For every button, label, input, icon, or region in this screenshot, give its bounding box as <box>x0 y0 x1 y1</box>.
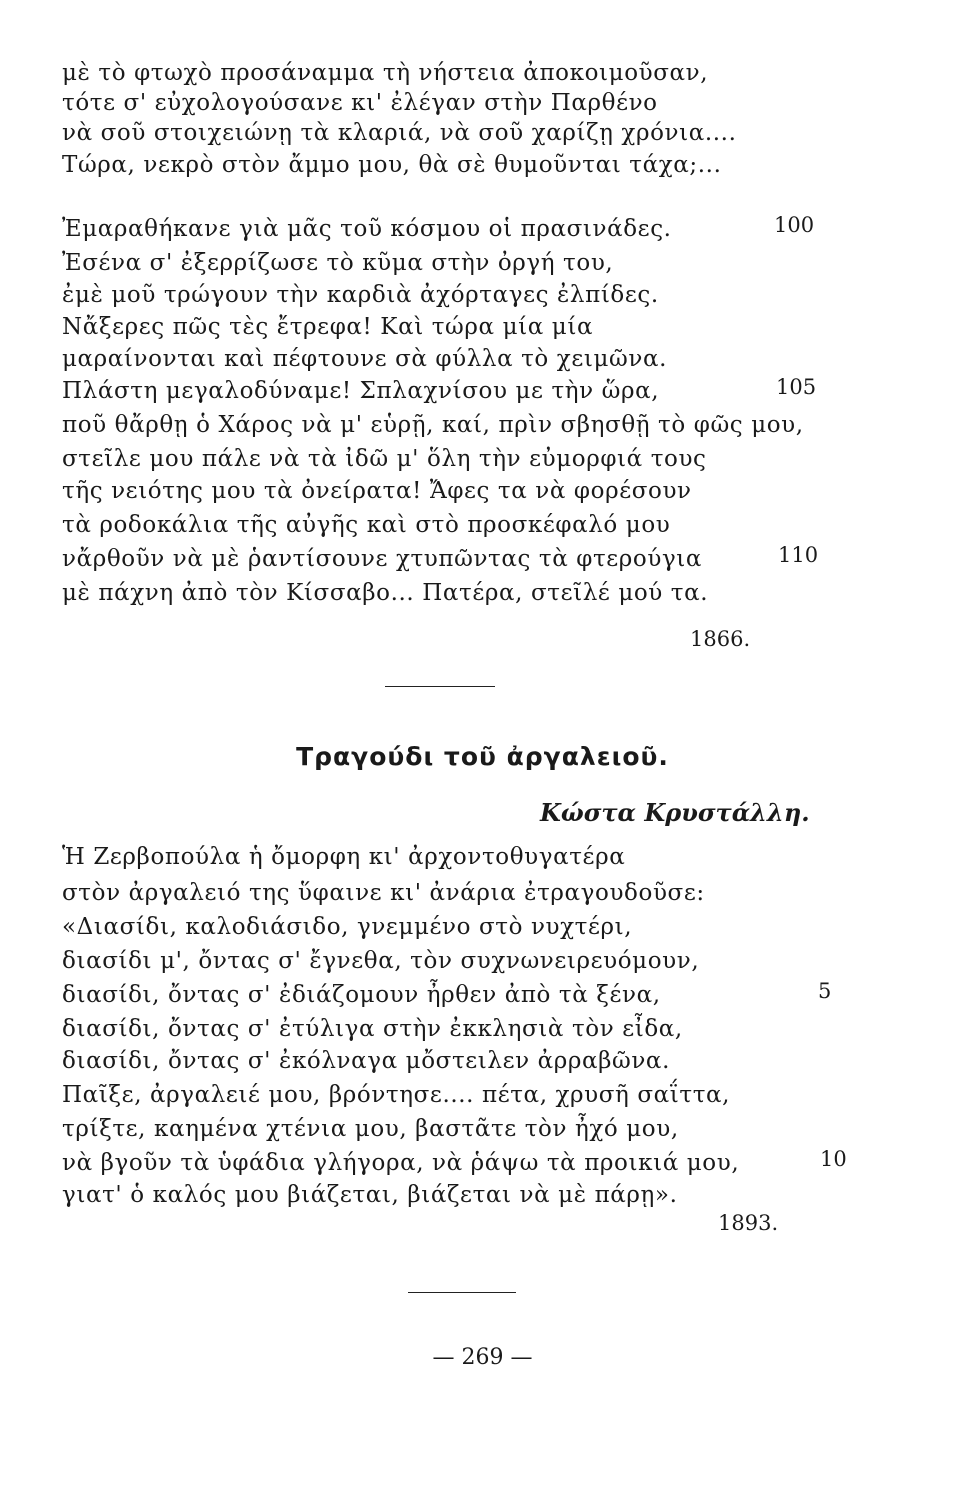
verse-line: τότε σ' εὐχολογούσανε κι' ἐλέγαν στὴν Παρθένο <box>62 90 658 116</box>
verse-line: Ἐμαραθήκανε γιὰ μᾶς τοῦ κόσμου οἱ πρασινάδες. <box>62 216 672 242</box>
verse-line: τὰ ροδοκάλια τῆς αὐγῆς καὶ στὸ προσκέφαλό μου <box>62 512 671 538</box>
line-number: 5 <box>818 979 832 1003</box>
verse-line: στεῖλε μου πάλε νὰ τὰ ἰδῶ μ' ὅλη τὴν εὐμορφιά τους <box>62 446 707 472</box>
verse-line: διασίδι, ὄντας σ' ἐδιάζομουν ἦρθεν ἀπὸ τὰ ξένα, <box>62 982 661 1008</box>
poem-year: 1866. <box>690 627 751 651</box>
page-number: — 269 — <box>432 1345 533 1370</box>
verse-line: νὰ σοῦ στοιχειώνῃ τὰ κλαριά, νὰ σοῦ χαρίζῃ χρόνια.... <box>62 120 737 146</box>
verse-line: νἄρθοῦν νὰ μὲ ῥαντίσουνε χτυπῶντας τὰ φτερούγια <box>62 546 703 572</box>
verse-line: διασίδι, ὄντας σ' ἐκόλναγα μὄστειλεν ἀρραβῶνα. <box>62 1048 670 1074</box>
verse-line: τρίξτε, καημένα χτένια μου, βαστᾶτε τὸν ἦχό μου, <box>62 1116 679 1142</box>
poem-year: 1893. <box>718 1211 779 1235</box>
verse-line: ἐμὲ μοῦ τρώγουν τὴν καρδιὰ ἀχόρταγες ἐλπίδες. <box>62 282 659 308</box>
verse-line: στὸν ἀργαλειό της ὕφαινε κι' ἀνάρια ἐτραγουδοῦσε: <box>62 880 705 906</box>
verse-line: Ἡ Ζερβοπούλα ἡ ὄμορφη κι' ἀρχοντοθυγατέρα <box>62 844 626 870</box>
verse-line: Τώρα, νεκρὸ στὸν ἄμμο μου, θὰ σὲ θυμοῦνται τάχα;... <box>62 152 722 178</box>
verse-line: «Διασίδι, καλοδιάσιδο, γνεμμένο στὸ νυχτέρι, <box>62 914 633 940</box>
line-number: 105 <box>776 375 817 399</box>
line-number: 110 <box>778 543 819 567</box>
poem-title: Τραγούδι τοῦ ἀργαλειοῦ. <box>296 742 669 771</box>
verse-line: τῆς νειότης μου τὰ ὀνείρατα! Ἄφες τα νὰ φορέσουν <box>62 478 692 504</box>
verse-line: μὲ πάχνη ἀπὸ τὸν Κίσσαβο... Πατέρα, στεῖλέ μού τα. <box>62 580 709 606</box>
section-divider <box>385 686 495 687</box>
poem-author: Κώστα Κρυστάλλη. <box>540 798 810 827</box>
verse-line: μαραίνονται καὶ πέφτουνε σὰ φύλλα τὸ χειμῶνα. <box>62 346 667 372</box>
verse-line: Πλάστη μεγαλοδύναμε! Σπλαχνίσου με τὴν ὥρα, <box>62 378 660 404</box>
verse-line: γιατ' ὁ καλός μου βιάζεται, βιάζεται νὰ μὲ πάρῃ». <box>62 1182 678 1208</box>
verse-line: ποῦ θἄρθῃ ὁ Χάρος νὰ μ' εὑρῇ, καί, πρὶν σβησθῇ τὸ φῶς μου, <box>62 412 804 438</box>
verse-line: διασίδι, ὄντας σ' ἐτύλιγα στὴν ἐκκλησιὰ τὸν εἶδα, <box>62 1016 683 1042</box>
section-divider <box>408 1292 516 1293</box>
verse-line: Παῖξε, ἀργαλειέ μου, βρόντησε.... πέτα, χρυσῆ σαΐττα, <box>62 1082 731 1108</box>
verse-line: Νἄξερες πῶς τὲς ἔτρεφα! Καὶ τώρα μία μία <box>62 314 594 340</box>
verse-line: νὰ βγοῦν τὰ ὑφάδια γλήγορα, νὰ ῥάψω τὰ προικιά μου, <box>62 1150 740 1176</box>
line-number: 100 <box>774 213 815 237</box>
verse-line: διασίδι μ', ὄντας σ' ἔγνεθα, τὸν συχνωνειρευόμουν, <box>62 948 700 974</box>
verse-line: μὲ τὸ φτωχὸ προσάναμμα τὴ νήστεια ἀποκοιμοῦσαν, <box>62 60 709 86</box>
verse-line: Ἐσένα σ' ἐξερρίζωσε τὸ κῦμα στὴν ὀργή του, <box>62 250 614 276</box>
line-number: 10 <box>820 1147 847 1171</box>
